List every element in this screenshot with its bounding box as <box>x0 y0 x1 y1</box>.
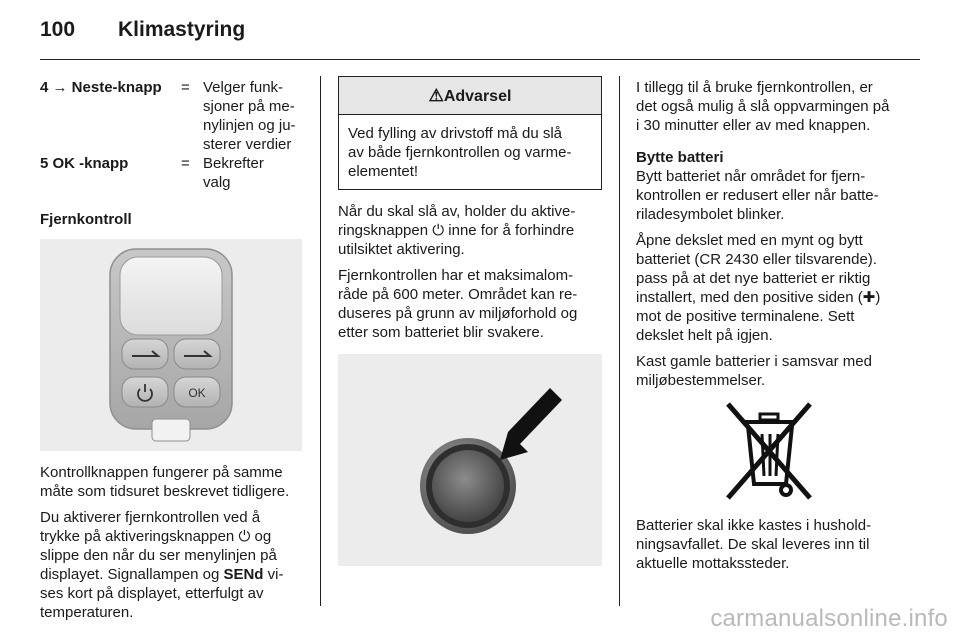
paragraph <box>636 78 902 135</box>
text-line: det også mulig å slå oppvarmingen på <box>636 98 890 115</box>
column-middle <box>338 78 602 566</box>
send-indicator: SENd <box>223 566 264 583</box>
definition-next-button <box>40 78 302 154</box>
definition-separator: = <box>181 79 190 96</box>
text-line: batteriet (CR 2430 eller tilsvarende). <box>636 251 877 268</box>
definition-ok-button <box>40 154 302 192</box>
heater-button-illustration <box>338 354 602 566</box>
page-number: 100 <box>40 18 76 41</box>
text-line: Du aktiverer fjernkontrollen ved å <box>40 509 261 526</box>
paragraph <box>40 508 302 622</box>
paragraph <box>636 231 902 345</box>
warning-body <box>339 115 601 189</box>
text-line: mot de positive terminalene. Sett <box>636 308 855 325</box>
column-right <box>636 78 902 573</box>
text-line: pass på at det nye batteriet er riktig <box>636 270 871 287</box>
text-line: aktuelle mottakssteder. <box>636 555 790 572</box>
column-divider-2 <box>619 76 620 606</box>
page-title: Klimastyring <box>118 18 246 41</box>
paragraph <box>636 167 902 224</box>
text-line: Åpne dekslet med en mynt og bytt <box>636 232 863 249</box>
column-divider-1 <box>320 76 321 606</box>
text-line: valg <box>203 174 231 191</box>
text-line: Kontrollknappen fungerer på samme <box>40 464 283 481</box>
crossed-out-bin-icon <box>714 398 824 506</box>
text-line: Velger funk- <box>203 79 284 96</box>
text-line: dekslet helt på igjen. <box>636 327 773 344</box>
weee-bin-illustration <box>714 398 824 506</box>
paragraph <box>636 352 902 390</box>
definition-description <box>203 154 302 192</box>
text-line: ses kort på displayet, etterfulgt av <box>40 585 264 602</box>
column-left <box>40 78 302 622</box>
definition-description <box>203 78 302 154</box>
text-line: i 30 minutter eller av med knappen. <box>636 117 871 134</box>
text-line: slippe den når du ser menylinjen på <box>40 547 277 564</box>
remote-control-icon <box>40 239 302 451</box>
text-line: etter som batteriet blir svakere. <box>338 324 544 341</box>
header-rule <box>40 59 920 60</box>
warning-header <box>339 77 601 115</box>
definition-separator: = <box>181 155 190 172</box>
ok-key-label: OK <box>188 386 206 400</box>
paragraph <box>338 266 602 342</box>
definition-term: 4 → Neste-knapp <box>40 79 162 96</box>
text-line: Fjernkontrollen har et maksimalom- <box>338 267 574 284</box>
text-line: råde på 600 meter. Området kan re- <box>338 286 578 303</box>
text-line: installert, med den positive siden (✚) <box>636 289 881 306</box>
definition-term: 5 OK -knapp <box>40 155 129 172</box>
text-line: Kast gamle batterier i samsvar med <box>636 353 872 370</box>
text-line: ringsknappen ⏻ inne for å forhindre <box>338 222 575 239</box>
text-line: elementet! <box>348 163 419 180</box>
paragraph <box>636 516 902 573</box>
warning-title: Advarsel <box>443 88 512 105</box>
text-line: sjoner på me- <box>203 98 295 115</box>
text-line: av både fjernkontrollen og varme- <box>348 144 572 161</box>
page-header <box>40 18 245 42</box>
text-line: Batterier skal ikke kastes i hushold- <box>636 517 872 534</box>
text-line: riladesymbolet blinker. <box>636 206 785 223</box>
remote-control-illustration <box>40 239 302 451</box>
text-line: Bekrefter <box>203 155 264 172</box>
text-line: trykke på aktiveringsknappen ⏻ og <box>40 528 272 545</box>
warning-icon: ⚠ <box>428 86 444 105</box>
subheading-battery: Bytte batteri <box>636 149 724 166</box>
text-line: Ved fylling av drivstoff må du slå <box>348 125 562 142</box>
text-line: miljøbestemmelser. <box>636 372 766 389</box>
text-line: kontrollen er redusert eller når batte- <box>636 187 879 204</box>
push-button-icon <box>338 354 602 566</box>
text-line: sterer verdier <box>203 136 292 153</box>
text-line: duseres på grunn av miljøforhold og <box>338 305 578 322</box>
paragraph <box>40 463 302 501</box>
warning-box <box>338 76 602 190</box>
text-line: ningsavfallet. De skal leveres inn til <box>636 536 870 553</box>
watermark: carmanualsonline.info <box>710 605 948 632</box>
paragraph <box>338 202 602 259</box>
subheading-remote: Fjernkontroll <box>40 211 132 228</box>
text-line: I tillegg til å bruke fjernkontrollen, er <box>636 79 873 96</box>
text-line: måte som tidsuret beskrevet tidligere. <box>40 483 290 500</box>
text-line: nylinjen og ju- <box>203 117 296 134</box>
text-line: utilsiktet aktivering. <box>338 241 465 258</box>
text-line: Når du skal slå av, holder du aktive- <box>338 203 576 220</box>
text-line: displayet. Signallampen og SENd vi- <box>40 566 284 583</box>
text-line: Bytt batteriet når området for fjern- <box>636 168 866 185</box>
text-line: temperaturen. <box>40 604 134 621</box>
